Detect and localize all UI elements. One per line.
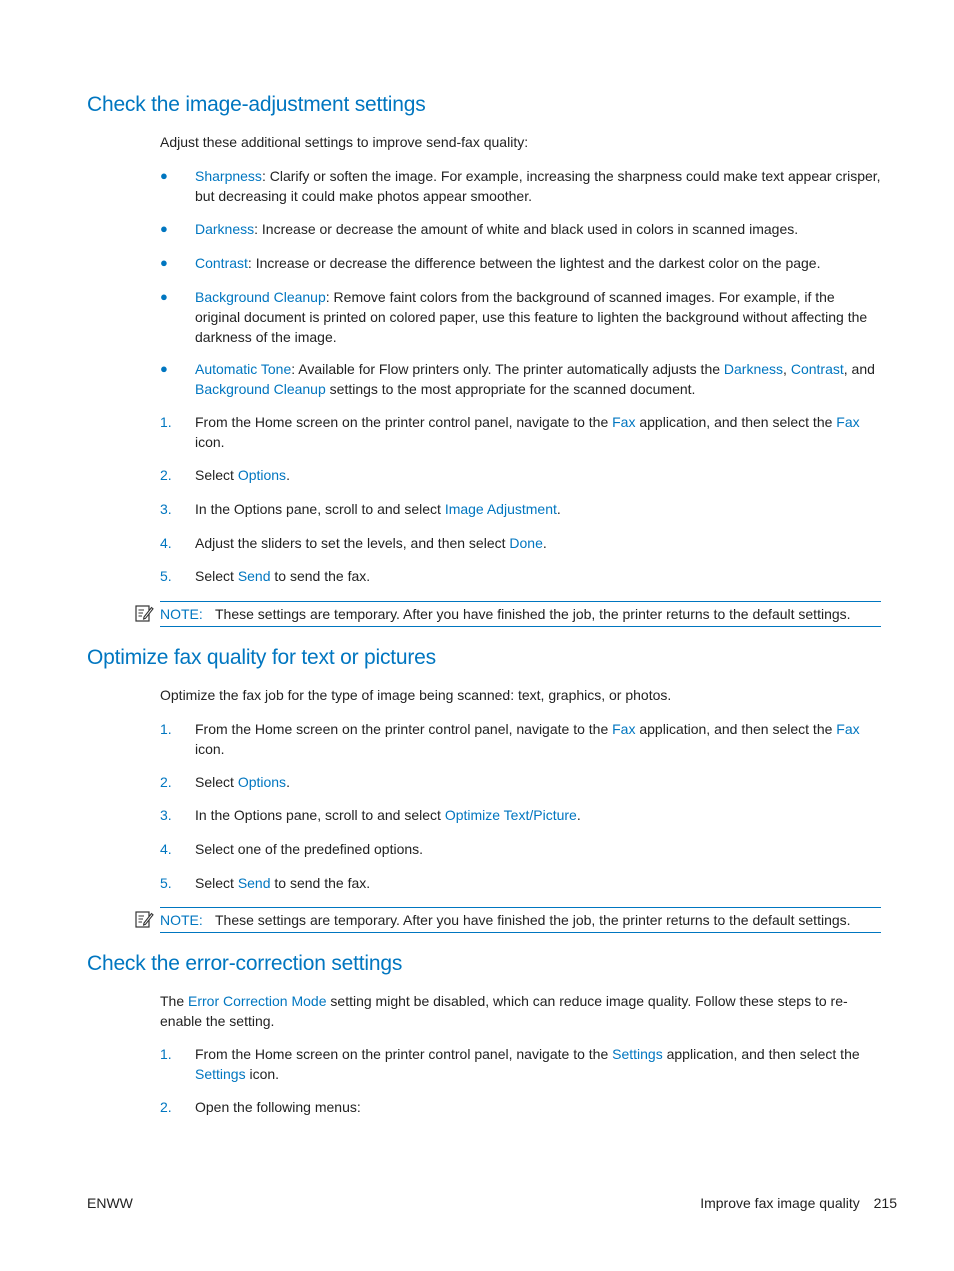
optimize-text-picture-link[interactable]: Optimize Text/Picture bbox=[444, 807, 577, 823]
step-number: 1. bbox=[160, 414, 172, 430]
step-item bbox=[160, 805, 882, 825]
step-text: application, and then select the bbox=[662, 1046, 860, 1062]
options-link[interactable]: Options bbox=[237, 774, 287, 790]
intro-text: The bbox=[160, 993, 189, 1009]
note-label: NOTE: bbox=[160, 606, 203, 622]
step-text: . bbox=[576, 807, 581, 823]
step-text: icon. bbox=[195, 741, 225, 757]
step-text: . bbox=[556, 501, 561, 517]
darkness-link[interactable]: Darkness bbox=[723, 361, 784, 377]
step-number: 4. bbox=[160, 535, 172, 551]
step-number: 1. bbox=[160, 1046, 172, 1062]
image-adjustment-link[interactable]: Image Adjustment bbox=[444, 501, 557, 517]
footer-right bbox=[700, 1193, 897, 1213]
step-text: to send the fax. bbox=[270, 568, 371, 584]
settings-link[interactable]: Settings bbox=[612, 1046, 663, 1062]
step-text: . bbox=[286, 467, 290, 483]
step-text: From the Home screen on the printer control panel, navigate to the bbox=[195, 414, 613, 430]
step-item bbox=[160, 533, 882, 553]
step-number: 1. bbox=[160, 721, 172, 737]
bullet-text: , bbox=[783, 361, 791, 377]
send-link[interactable]: Send bbox=[237, 875, 271, 891]
note-label: NOTE: bbox=[160, 912, 203, 928]
settings-icon-link[interactable]: Settings bbox=[195, 1066, 246, 1082]
bullet-text: : Clarify or soften the image. For example, increasing the sharpness could make text appear crisper, but decreasing it could make photos appear smoother. bbox=[195, 168, 881, 204]
step-text: icon. bbox=[195, 434, 225, 450]
section-intro: Optimize the fax job for the type of image being scanned: text, graphics, or photos. bbox=[160, 687, 672, 703]
step-text: Select bbox=[195, 875, 238, 891]
bullet-text: : Remove faint colors from the background of scanned images. For example, if the original document is printed on colored paper, use this feature to lighten the background without affecting the darkness of the image. bbox=[195, 289, 868, 345]
step-text: icon. bbox=[245, 1066, 280, 1082]
step-item bbox=[160, 873, 882, 893]
bullet-item bbox=[160, 359, 882, 399]
page-number: 215 bbox=[873, 1195, 897, 1211]
step-text: Open the following menus: bbox=[195, 1099, 361, 1115]
fax-link[interactable]: Fax bbox=[612, 414, 636, 430]
bullet-item bbox=[160, 166, 882, 206]
note-box bbox=[160, 601, 881, 627]
step-item bbox=[160, 412, 882, 452]
step-number: 2. bbox=[160, 774, 172, 790]
step-number: 2. bbox=[160, 1099, 172, 1115]
contrast-link[interactable]: Contrast bbox=[790, 361, 844, 377]
fax-icon-link[interactable]: Fax bbox=[836, 721, 860, 737]
footer-title: Improve fax image quality bbox=[700, 1195, 860, 1211]
step-text: to send the fax. bbox=[270, 875, 371, 891]
step-text: . bbox=[542, 535, 547, 551]
step-text: Select bbox=[195, 774, 238, 790]
step-text: application, and then select the bbox=[635, 721, 837, 737]
step-text: From the Home screen on the printer control panel, navigate to the bbox=[195, 1046, 613, 1062]
step-text: Adjust the sliders to set the levels, and then select bbox=[195, 535, 510, 551]
term-link[interactable]: Automatic Tone bbox=[195, 361, 292, 377]
step-item bbox=[160, 566, 882, 586]
term-link[interactable]: Contrast bbox=[195, 255, 248, 271]
bullet-text: : Increase or decrease the difference between the lightest and the darkest color on the page. bbox=[247, 255, 821, 271]
note-text: These settings are temporary. After you have finished the job, the printer returns to the default settings. bbox=[215, 912, 851, 928]
footer-left: ENWW bbox=[87, 1195, 133, 1211]
step-number: 2. bbox=[160, 467, 172, 483]
term-link[interactable]: Darkness bbox=[195, 221, 255, 237]
step-item bbox=[160, 1044, 882, 1084]
section-intro: Adjust these additional settings to improve send-fax quality: bbox=[160, 134, 529, 150]
step-text: Select bbox=[195, 467, 238, 483]
step-item bbox=[160, 839, 882, 859]
intro-text: setting might be disabled, which can reduce image quality. Follow these steps to re-enable the setting. bbox=[160, 993, 848, 1029]
step-text: . bbox=[286, 774, 290, 790]
step-text: Select bbox=[195, 568, 238, 584]
bullet-marker: ● bbox=[160, 168, 168, 183]
step-item bbox=[160, 1097, 882, 1117]
bullet-text: , and bbox=[843, 361, 875, 377]
fax-icon-link[interactable]: Fax bbox=[836, 414, 860, 430]
bullet-item bbox=[160, 219, 882, 239]
error-correction-mode-link[interactable]: Error Correction Mode bbox=[188, 993, 327, 1009]
note-pencil-icon bbox=[134, 909, 154, 929]
bullet-marker: ● bbox=[160, 361, 168, 376]
bullet-text: : Increase or decrease the amount of white and black used in colors in scanned images. bbox=[254, 221, 799, 237]
step-number: 5. bbox=[160, 875, 172, 891]
step-text: In the Options pane, scroll to and select bbox=[195, 501, 445, 517]
background-cleanup-link[interactable]: Background Cleanup bbox=[195, 381, 326, 397]
fax-link[interactable]: Fax bbox=[612, 721, 636, 737]
bullet-item bbox=[160, 287, 882, 347]
section-heading-image-adjustment: Check the image-adjustment settings bbox=[87, 93, 426, 116]
step-text: From the Home screen on the printer control panel, navigate to the bbox=[195, 721, 613, 737]
section-intro bbox=[160, 991, 880, 1031]
options-link[interactable]: Options bbox=[237, 467, 287, 483]
step-number: 3. bbox=[160, 807, 172, 823]
section-heading-optimize-fax: Optimize fax quality for text or pictures bbox=[87, 646, 436, 669]
step-item bbox=[160, 772, 882, 792]
bullet-marker: ● bbox=[160, 221, 168, 236]
note-text: These settings are temporary. After you have finished the job, the printer returns to the default settings. bbox=[215, 606, 851, 622]
step-item bbox=[160, 465, 882, 485]
section-heading-error-correction: Check the error-correction settings bbox=[87, 952, 403, 975]
step-item bbox=[160, 719, 882, 759]
bullet-item bbox=[160, 253, 882, 273]
done-link[interactable]: Done bbox=[509, 535, 543, 551]
note-pencil-icon bbox=[134, 603, 154, 623]
step-text: Select one of the predefined options. bbox=[195, 841, 424, 857]
bullet-text: : Available for Flow printers only. The printer automatically adjusts the bbox=[291, 361, 724, 377]
step-text: In the Options pane, scroll to and select bbox=[195, 807, 445, 823]
bullet-text: settings to the most appropriate for the scanned document. bbox=[325, 381, 696, 397]
note-box bbox=[160, 907, 881, 933]
send-link[interactable]: Send bbox=[237, 568, 271, 584]
step-number: 3. bbox=[160, 501, 172, 517]
bullet-marker: ● bbox=[160, 255, 168, 270]
term-link[interactable]: Background Cleanup bbox=[195, 289, 326, 305]
step-text: application, and then select the bbox=[635, 414, 837, 430]
step-number: 5. bbox=[160, 568, 172, 584]
step-item bbox=[160, 499, 882, 519]
term-link[interactable]: Sharpness bbox=[195, 168, 262, 184]
step-number: 4. bbox=[160, 841, 172, 857]
bullet-marker: ● bbox=[160, 289, 168, 304]
